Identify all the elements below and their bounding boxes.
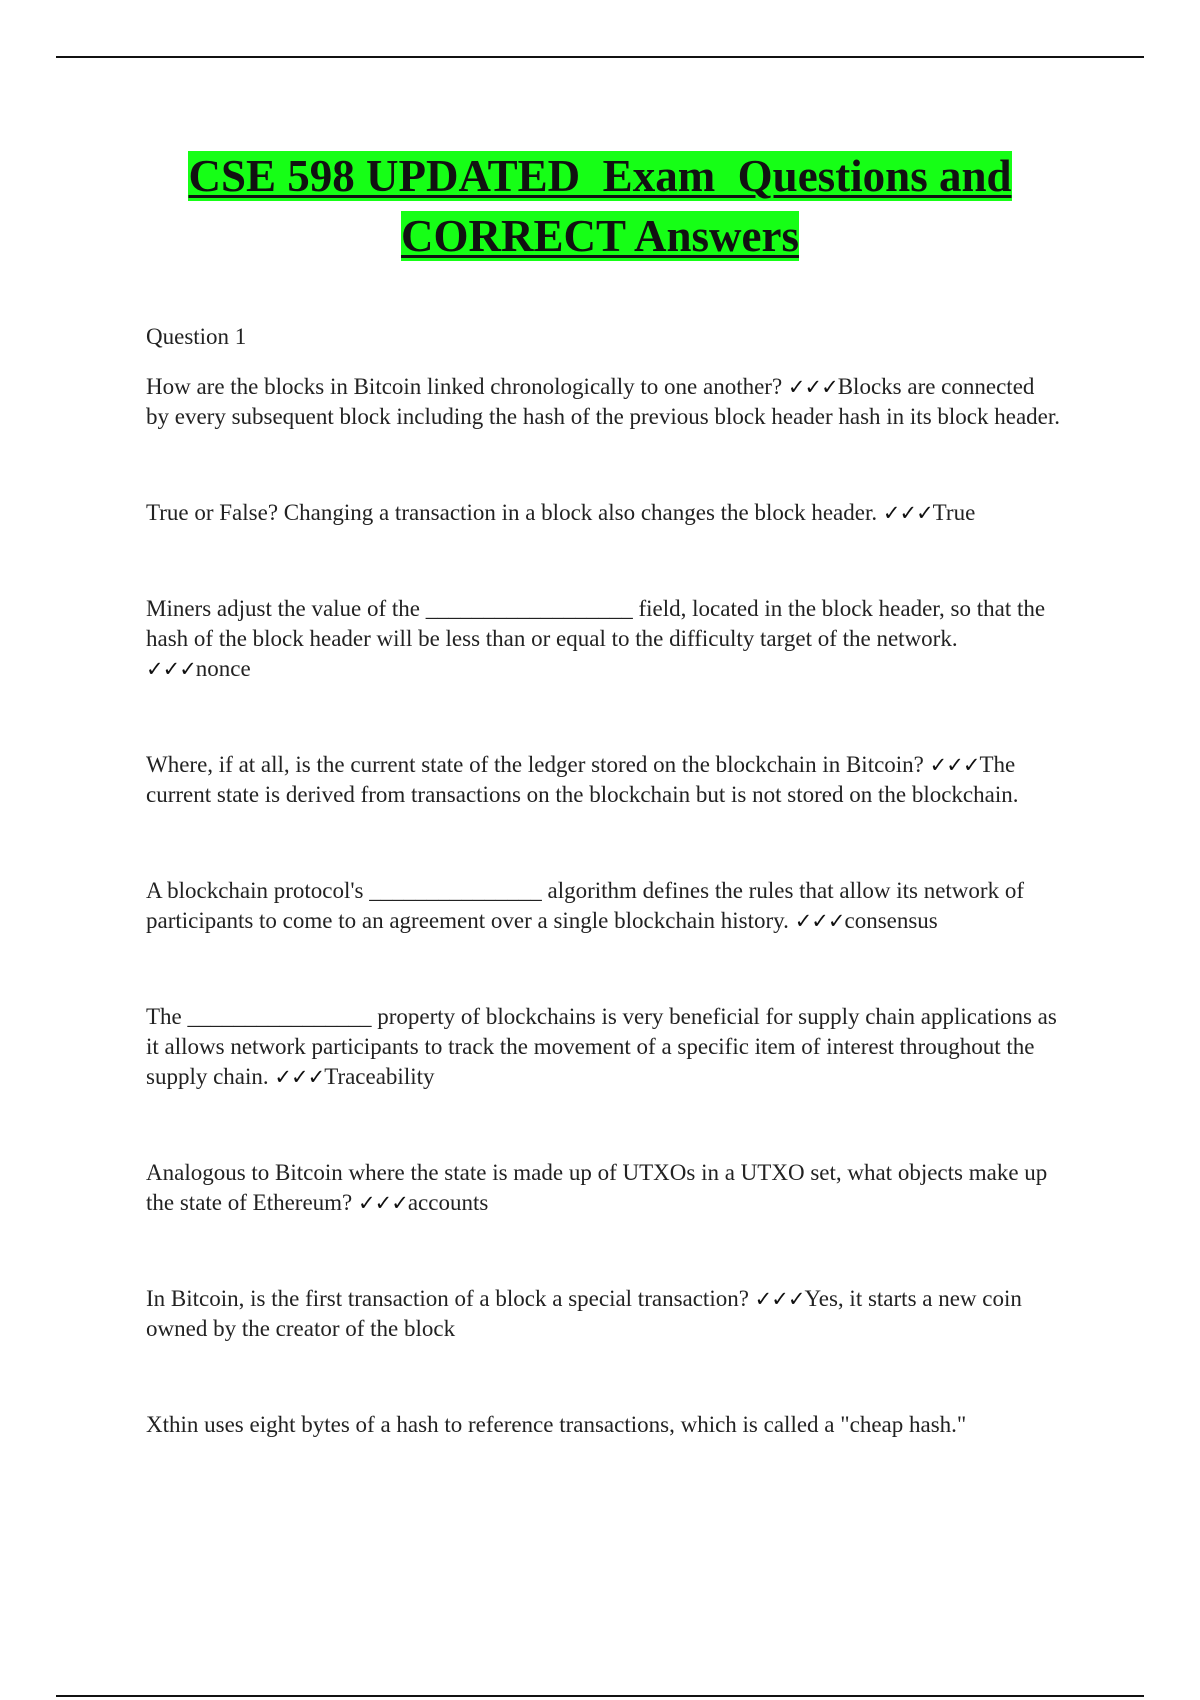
qa-item xyxy=(146,594,1061,684)
question-text: How are the blocks in Bitcoin linked chronologically to one another? xyxy=(146,374,783,399)
answer-text: True xyxy=(932,500,976,525)
qa-item xyxy=(146,498,1061,528)
title-line-2: CORRECT Answers xyxy=(401,211,799,261)
question-text: In Bitcoin, is the first transaction of a block a special transaction? xyxy=(146,1286,749,1311)
checkmark-icon: ✓✓✓ xyxy=(794,909,845,933)
title-line-1: CSE 598 UPDATED Exam Questions and xyxy=(188,151,1012,201)
question-text: Where, if at all, is the current state of the ledger stored on the blockchain in Bitcoin? xyxy=(146,752,924,777)
footer-rule xyxy=(56,1695,1144,1697)
qa-item xyxy=(146,1410,1061,1440)
header-rule xyxy=(56,56,1144,58)
qa-item xyxy=(146,876,1061,936)
question-text: The ________________ property of blockchains is very beneficial for supply chain applications as it allows network participants to track the movement of a specific item of interest throughout the supply chain. xyxy=(146,1004,1057,1089)
qa-item xyxy=(146,750,1061,810)
question-heading: Question 1 xyxy=(146,324,247,349)
checkmark-icon: ✓✓✓ xyxy=(146,657,196,681)
question-text: Analogous to Bitcoin where the state is made up of UTXOs in a UTXO set, what objects make up the state of Ethereum? xyxy=(146,1160,1048,1215)
checkmark-icon: ✓✓✓ xyxy=(358,1191,408,1215)
checkmark-icon: ✓✓✓ xyxy=(929,753,980,777)
checkmark-icon: ✓✓✓ xyxy=(882,501,933,525)
question-text: Miners adjust the value of the __________________ field, located in the block header, so that the hash of the block header will be less than or equal to the difficulty target of the network. xyxy=(146,596,1046,651)
question-text: A blockchain protocol's _______________ algorithm defines the rules that allow its network of participants to come to an agreement over a single blockchain history. xyxy=(146,878,1024,933)
checkmark-icon: ✓✓✓ xyxy=(787,375,838,399)
document-body xyxy=(146,322,1061,1440)
answer-text: Traceability xyxy=(324,1064,435,1089)
qa-item xyxy=(146,372,1061,432)
answer-text: Yes, it starts a new coin owned by the creator of the block xyxy=(146,1286,1022,1341)
answer-text: accounts xyxy=(407,1190,489,1215)
answer-text: consensus xyxy=(844,908,938,933)
question-text: True or False? Changing a transaction in a block also changes the block header. xyxy=(146,500,878,525)
answer-text: The current state is derived from transactions on the blockchain but is not stored on the blockchain. xyxy=(146,752,1019,807)
checkmark-icon: ✓✓✓ xyxy=(754,1287,805,1311)
qa-item xyxy=(146,1284,1061,1344)
qa-item xyxy=(146,1002,1061,1092)
answer-text: nonce xyxy=(195,656,251,681)
qa-item xyxy=(146,1158,1061,1218)
document-title xyxy=(100,146,1100,266)
question-text: Xthin uses eight bytes of a hash to reference transactions, which is called a "cheap hash." xyxy=(146,1412,967,1437)
answer-text: Blocks are connected by every subsequent block including the hash of the previous block header hash in its block header. xyxy=(146,374,1061,429)
checkmark-icon: ✓✓✓ xyxy=(274,1065,325,1089)
